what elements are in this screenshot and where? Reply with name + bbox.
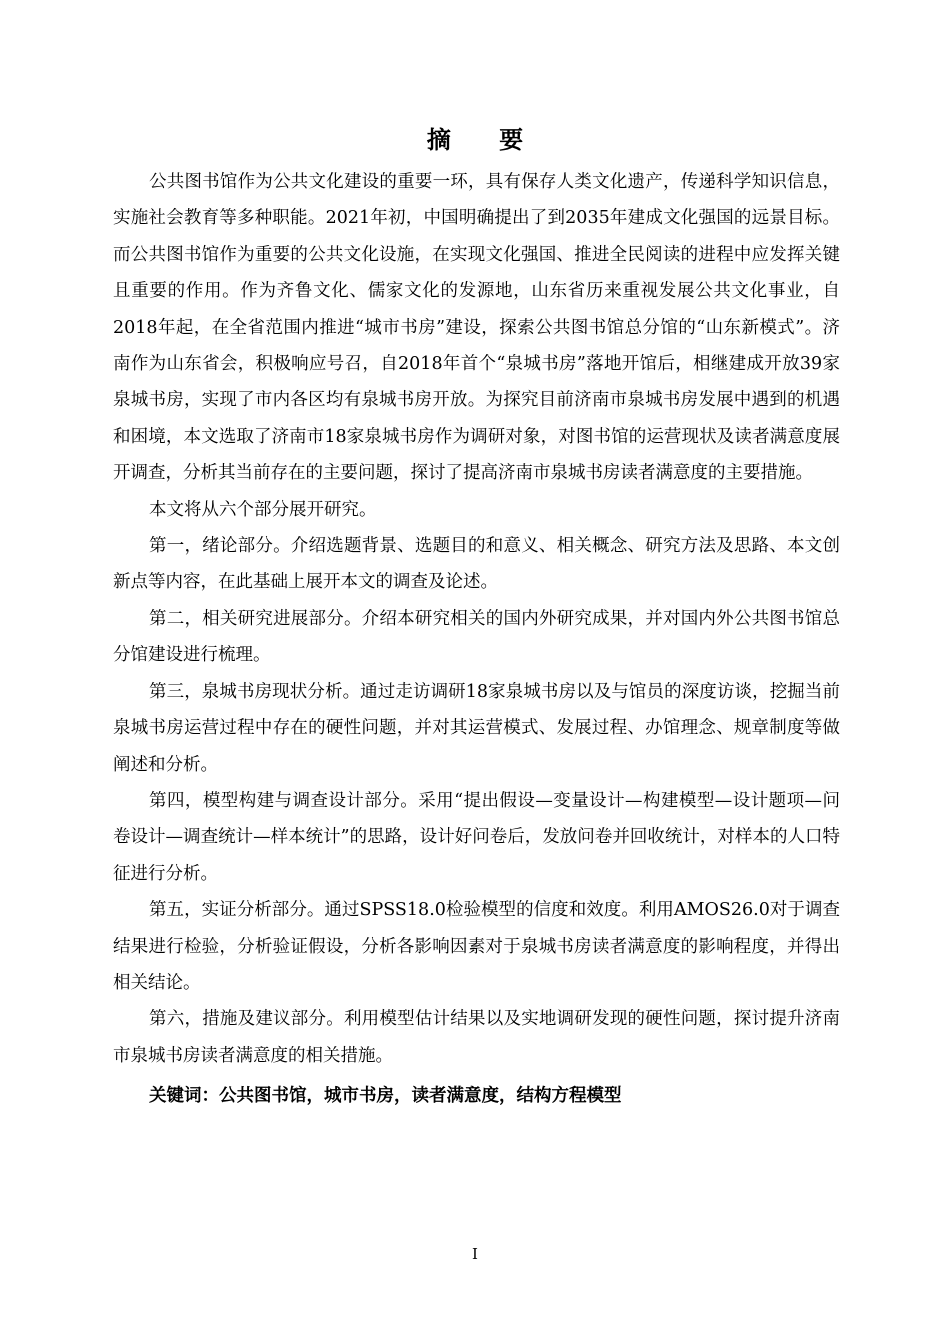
paragraph-part-three: 第三，泉城书房现状分析。通过走访调研18家泉城书房以及与馆员的深度访谈，挖掘当前泉城书房运营过程中存在的硬性问题，并对其运营模式、发展过程、办馆理念、规章制度等做阐述和分析。	[113, 681, 840, 775]
paragraph-part-two: 第二，相关研究进展部分。介绍本研究相关的国内外研究成果，并对国内外公共图书馆总分馆建设进行梳理。	[113, 608, 840, 666]
abstract-title: 摘 要	[426, 126, 544, 154]
abstract-body	[113, 164, 840, 1114]
paragraph-part-one: 第一，绪论部分。介绍选题背景、选题目的和意义、相关概念、研究方法及思路、本文创新点等内容，在此基础上展开本文的调查及论述。	[113, 536, 840, 593]
paragraph-part-four: 第四，模型构建与调查设计部分。采用“提出假设—变量设计—构建模型—设计题项—问卷设计—调查统计—样本统计”的思路，设计好问卷后，发放问卷并回收统计，对样本的人口特征进行分析。	[113, 790, 840, 884]
paragraph-part-five: 第五，实证分析部分。通过SPSS18.0检验模型的信度和效度。利用AMOS26.0对于调查结果进行检验，分析验证假设，分析各影响因素对于泉城书房读者满意度的影响程度，并得出相关结论。	[113, 900, 840, 993]
paragraph-part-six: 第六，措施及建议部分。利用模型估计结果以及实地调研发现的硬性问题，探讨提升济南市泉城书房读者满意度的相关措施。	[113, 1009, 840, 1066]
keywords-values: 公共图书馆，城市书房，读者满意度，结构方程模型	[219, 1086, 622, 1107]
keywords-label: 关键词：	[149, 1086, 219, 1107]
paragraph-intro: 公共图书馆作为公共文化建设的重要一环，具有保存人类文化遗产，传递科学知识信息，实施社会教育等多种职能。2021年初，中国明确提出了到2035年建成文化强国的远景目标。而公共图书馆作为重要的公共文化设施，在实现文化强国、推进全民阅读的进程中应发挥关键且重要的作用。作为齐鲁文化、儒家文化的发源地，山东省历来重视发展公共文化事业，自2018年起，在全省范围内推进“城市书房”建设，探索公共图书馆总分馆的“山东新模式”。济南作为山东省会，积极响应号召，自2018年首个“泉城书房”落地开馆后，相继建成开放39家泉城书房，实现了市内各区均有泉城书房开放。为探究目前济南市泉城书房发展中遇到的机遇和困境，本文选取了济南市18家泉城书房作为调研对象，对图书馆的运营现状及读者满意度展开调查，分析其当前存在的主要问题，探讨了提高济南市泉城书房读者满意度的主要措施。	[113, 172, 840, 484]
paragraph-structure: 本文将从六个部分展开研究。	[149, 499, 377, 520]
keywords-line	[113, 1078, 840, 1114]
page-number: I	[472, 1245, 478, 1263]
